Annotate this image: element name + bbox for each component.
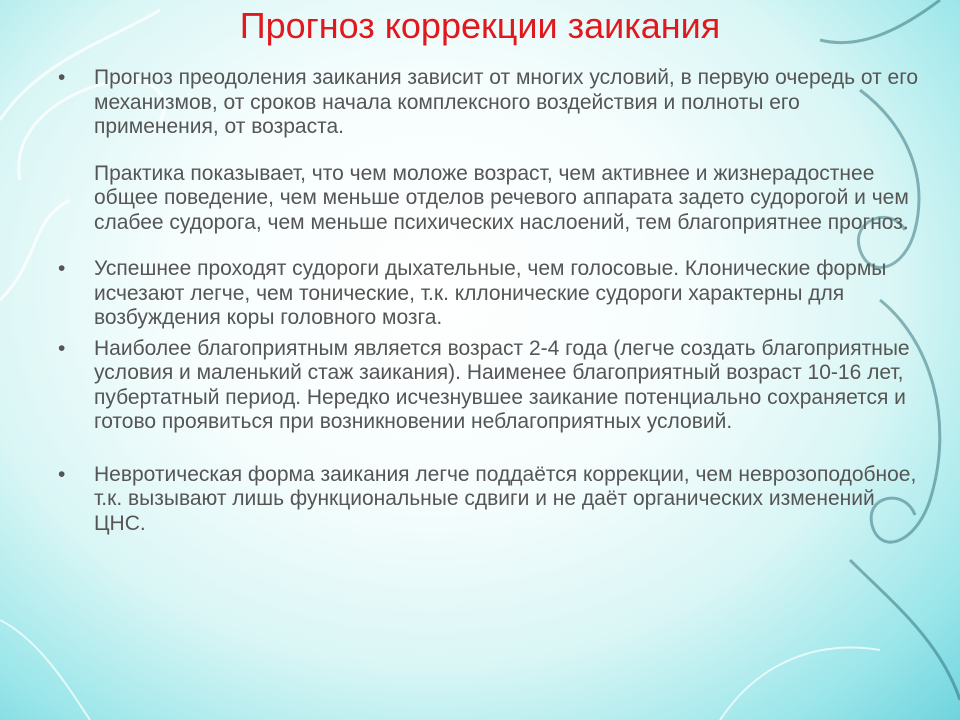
bullet-item bbox=[58, 257, 928, 331]
slide-title: Прогноз коррекции заикания bbox=[239, 5, 721, 46]
bullet-item bbox=[58, 66, 928, 235]
bullet-item bbox=[58, 463, 928, 537]
bullet-paragraph: Успешнее проходят судороги дыхательные, чем голосовые. Клонические формы исчезают легче, чем тонические, т.к. кллонические судороги характерны для возбуждения коры головного мозга. bbox=[94, 257, 887, 329]
bullet-marker: • bbox=[58, 462, 66, 486]
bullet-list bbox=[58, 66, 928, 536]
bullet-paragraph: Практика показывает, что чем моложе возраст, чем активнее и жизнерадостнее общее поведение, чем меньше отделов речевого аппарата задето судорогой и чем слабее судорога, чем меньше психических наслоений, тем благоприятнее прогноз. bbox=[94, 161, 909, 234]
bullet-paragraph: Наиболее благоприятным является возраст 2-4 года (легче создать благоприятные условия и маленький стаж заикания). Наименее благоприятный возраст 10-16 лет, пубертатный период. Нередко исчезнувшее заикание потенциально сохраняется и готово проявиться при возникновении неблагоприятных условий. bbox=[94, 336, 910, 433]
bullet-marker: • bbox=[58, 66, 66, 89]
bullet-paragraph: Невротическая форма заикания легче поддаётся коррекции, чем неврозоподобное, т.к. вызывают лишь функциональные сдвиги и не даёт органических изменений ЦНС. bbox=[94, 462, 917, 535]
bullet-marker: • bbox=[58, 336, 66, 360]
bullet-item bbox=[58, 337, 928, 435]
bullet-marker: • bbox=[58, 257, 66, 280]
bullet-paragraph: Прогноз преодоления заикания зависит от многих условий, в первую очередь от его механизмов, от сроков начала комплексного воздействия и полноты его применения, от возраста. bbox=[94, 66, 919, 138]
